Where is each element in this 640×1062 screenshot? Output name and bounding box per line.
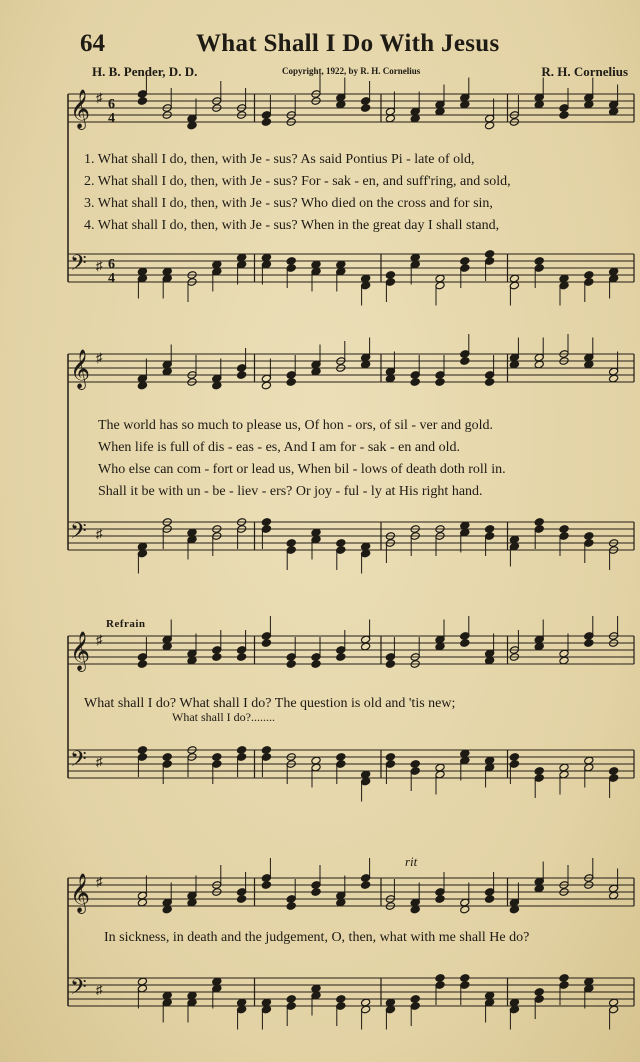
bass-clef: 𝄢 [70,975,87,1005]
refrain-label: Refrain [106,618,146,630]
note-head [584,639,594,648]
author-credit: H. B. Pender, D. D. [92,64,198,79]
note-head [311,888,321,897]
bass-clef: 𝄢 [70,519,87,549]
note-head [261,746,271,755]
note-head [261,518,271,527]
hymn-title: What Shall I Do With Jesus [196,30,500,57]
note-head [137,746,147,755]
key-signature-sharp: ♯ [96,982,103,997]
composer-credit: R. H. Cornelius [541,64,628,79]
note-head [534,988,544,997]
note-head [559,111,569,120]
note-head [236,371,246,380]
note-head [608,767,618,776]
key-signature-sharp: ♯ [96,90,103,105]
note-head [360,104,370,113]
note-head [460,639,470,648]
note-head [559,525,569,534]
key-signature-sharp: ♯ [96,754,103,769]
staff-system-4 [60,850,636,1055]
note-head [261,639,271,648]
note-head [460,974,470,983]
verse-2-line-1: 2. What shall I do, then, with Je - sus? For - sak - en, and suff'ring, and sold, [84,174,511,189]
refrain-line-1: What shall I do? What shall I do? The question is old and 'tis new; [84,696,456,711]
note-head [336,653,346,662]
note-head [534,767,544,776]
note-head [286,995,296,1004]
verse-2-line-2: When life is full of dis - eas - es, And I am for - sak - en and old. [98,440,460,455]
treble-clef: 𝄞 [70,631,91,671]
note-head [261,118,271,127]
hymn-number: 64 [80,30,105,57]
verse-1-line-1: 1. What shall I do, then, with Je - sus? As said Pontius Pi - late of old, [84,152,475,167]
verse-1-line-2: The world has so much to please us, Of hon - ors, of sil - ver and gold. [98,418,494,433]
note-head [336,753,346,762]
note-head [410,995,420,1004]
music-system-3 [60,614,636,804]
note-head [236,895,246,904]
note-head [460,257,470,266]
note-head [484,250,494,259]
note-head [584,271,594,280]
music-system-2 [60,344,636,589]
note-head [410,378,420,387]
note-head [385,271,395,280]
copyright-notice: Copyright, 1922, by R. H. Cornelius [282,66,421,76]
note-head [212,653,222,662]
verse-3-line-1: 3. What shall I do, then, with Je - sus? Who died on the cross and for sin, [84,196,493,211]
note-head [261,881,271,890]
note-head [286,378,296,387]
note-head [336,995,346,1004]
treble-clef: 𝄞 [70,873,91,913]
rit-marking: rit [405,854,418,869]
verse-3-line-2: Who else can com - fort or lead us, When bil - lows of death doth roll in. [98,462,506,477]
note-head [162,753,172,762]
time-signature-top: 6 [108,97,115,112]
note-head [435,974,445,983]
note-head [534,257,544,266]
verse-4-line-1: 4. What shall I do, then, with Je - sus? When in the great day I shall stand, [84,218,500,233]
treble-clef: 𝄞 [70,89,91,129]
time-signature-bottom: 4 [108,111,115,126]
refrain-line-2: In sickness, in death and the judgement, O, then, what with me shall He do? [104,930,530,945]
note-head [137,660,147,669]
note-head [484,525,494,534]
note-head [286,257,296,266]
note-head [286,902,296,911]
note-head [534,518,544,527]
note-head [286,539,296,548]
key-signature-sharp: ♯ [96,526,103,541]
note-head [584,532,594,541]
time-signature-top: 6 [108,257,115,272]
note-head [385,753,395,762]
note-head [286,660,296,669]
verse-4-line-2: Shall it be with un - be - liev - ers? Or joy - ful - ly at His right hand. [98,484,483,499]
note-head [410,760,420,769]
note-head [236,746,246,755]
note-head [509,753,519,762]
key-signature-sharp: ♯ [96,874,103,889]
note-head [484,895,494,904]
note-head [460,357,470,366]
note-head [336,539,346,548]
time-signature-bottom: 4 [108,271,115,286]
note-head [212,753,222,762]
music-system-4 [60,850,636,1055]
treble-clef: 𝄞 [70,349,91,389]
key-signature-sharp: ♯ [96,258,103,273]
bass-clef: 𝄢 [70,251,87,281]
note-head [385,660,395,669]
note-head [236,653,246,662]
note-head [435,378,445,387]
note-head [311,660,321,669]
note-head [137,97,147,106]
key-signature-sharp: ♯ [96,350,103,365]
note-head [360,881,370,890]
note-head [484,378,494,387]
key-signature-sharp: ♯ [96,632,103,647]
note-head [559,974,569,983]
refrain-echo-line: What shall I do?........ [172,710,275,724]
music-system-1 [60,86,636,316]
note-head [435,895,445,904]
bass-clef: 𝄢 [70,747,87,777]
